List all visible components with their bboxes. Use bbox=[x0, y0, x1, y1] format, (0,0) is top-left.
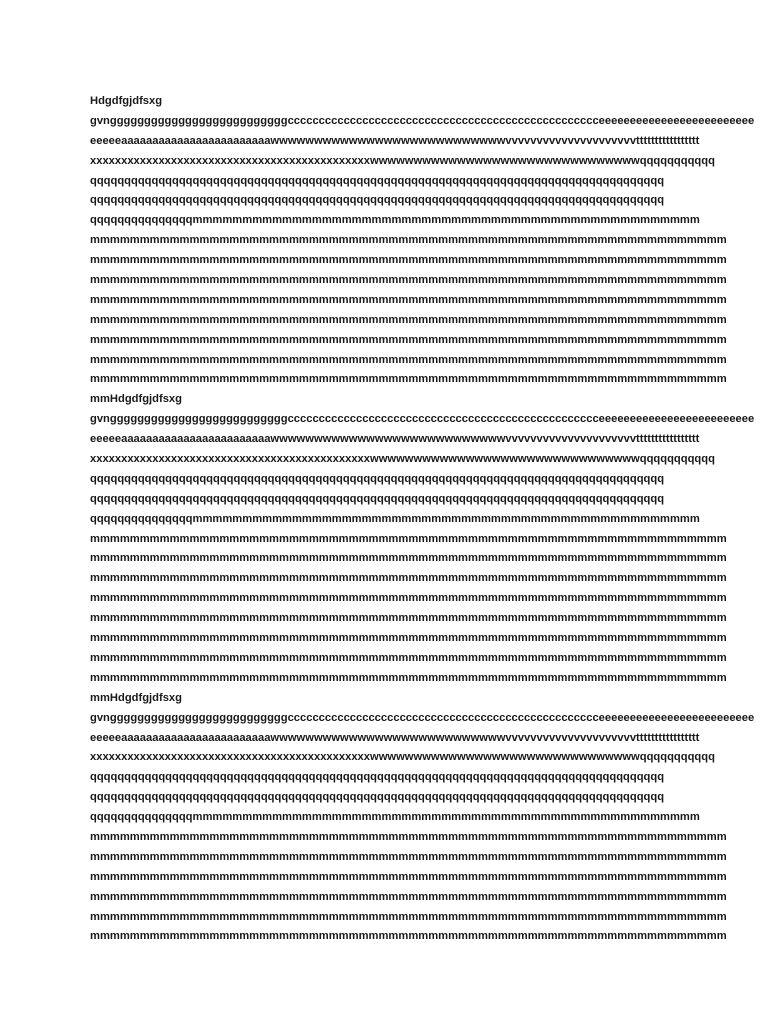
text-line: xxxxxxxxxxxxxxxxxxxxxxxxxxxxxxxxxxxxxxxxxxxxxwwwwwwwwwwwwwwwwwwwwwwwwwwwwwwwqqqqqqqqqqq bbox=[90, 751, 715, 764]
text-line: qqqqqqqqqqqqqqqqqqqqqqqqqqqqqqqqqqqqqqqqqqqqqqqqqqqqqqqqqqqqqqqqqqqqqqqqqqqqqqqqqqqq bbox=[90, 472, 665, 485]
text-line: xxxxxxxxxxxxxxxxxxxxxxxxxxxxxxxxxxxxxxxxxxxxxwwwwwwwwwwwwwwwwwwwwwwwwwwwwwwwqqqqqqqqqqq bbox=[90, 154, 715, 167]
heading-line bbox=[90, 92, 680, 112]
text-line: eeeeeaaaaaaaaaaaaaaaaaaaaaaaawwwwwwwwwwwwwwwwwwwwwwwwwwwvvvvvvvvvvvvvvvvvvvvvttttttttttttttttt bbox=[90, 433, 700, 446]
text-line: mmmmmmmmmmmmmmmmmmmmmmmmmmmmmmmmmmmmmmmmmmmmmmmmmmmmmmmmmmmmmmmm bbox=[90, 333, 727, 346]
text-line: gvnggggggggggggggggggggggggggcccccccccccccccccccccccccccccccccccccccccccccccccceeeeeeeeeeeeeeeeeeeeeeeee bbox=[90, 114, 755, 127]
text-line: eeeeeaaaaaaaaaaaaaaaaaaaaaaaawwwwwwwwwwwwwwwwwwwwwwwwwwwvvvvvvvvvvvvvvvvvvvvvttttttttttttttttt bbox=[90, 134, 700, 147]
heading-line bbox=[90, 689, 680, 709]
text-line: mmmmmmmmmmmmmmmmmmmmmmmmmmmmmmmmmmmmmmmmmmmmmmmmmmmmmmmmmmmmmmmm bbox=[90, 532, 727, 545]
text-line: mmmmmmmmmmmmmmmmmmmmmmmmmmmmmmmmmmmmmmmmmmmmmmmmmmmmmmmmmmmmmmmm bbox=[90, 274, 727, 287]
heading-title: Hdgdfgjdfsxg bbox=[90, 95, 163, 107]
text-line: mmmmmmmmmmmmmmmmmmmmmmmmmmmmmmmmmmmmmmmmmmmmmmmmmmmmmmmmmmmmmmmm bbox=[90, 890, 727, 903]
heading-title: Hdgdfgjdfsxg bbox=[109, 691, 182, 704]
text-line: mmmmmmmmmmmmmmmmmmmmmmmmmmmmmmmmmmmmmmmmmmmmmmmmmmmmmmmmmmmmmmmm bbox=[90, 671, 727, 684]
text-line: mmmmmmmmmmmmmmmmmmmmmmmmmmmmmmmmmmmmmmmmmmmmmmmmmmmmmmmmmmmmmmmm bbox=[90, 254, 727, 267]
text-line: mmmmmmmmmmmmmmmmmmmmmmmmmmmmmmmmmmmmmmmmmmmmmmmmmmmmmmmmmmmmmmmm bbox=[90, 651, 727, 664]
text-line: qqqqqqqqqqqqqqqmmmmmmmmmmmmmmmmmmmmmmmmmmmmmmmmmmmmmmmmmmmmmmmmmmm bbox=[90, 811, 700, 824]
text-line: qqqqqqqqqqqqqqqmmmmmmmmmmmmmmmmmmmmmmmmmmmmmmmmmmmmmmmmmmmmmmmmmmm bbox=[90, 214, 700, 227]
text-line: mmmmmmmmmmmmmmmmmmmmmmmmmmmmmmmmmmmmmmmmmmmmmmmmmmmmmmmmmmmmmmmm bbox=[90, 830, 727, 843]
text-line: qqqqqqqqqqqqqqqqqqqqqqqqqqqqqqqqqqqqqqqqqqqqqqqqqqqqqqqqqqqqqqqqqqqqqqqqqqqqqqqqqqqq bbox=[90, 771, 665, 784]
heading-title: Hdgdfgjdfsxg bbox=[109, 393, 182, 406]
text-line: qqqqqqqqqqqqqqqmmmmmmmmmmmmmmmmmmmmmmmmmmmmmmmmmmmmmmmmmmmmmmmmmmm bbox=[90, 512, 700, 525]
text-line: mmmmmmmmmmmmmmmmmmmmmmmmmmmmmmmmmmmmmmmmmmmmmmmmmmmmmmmmmmmmmmmm bbox=[90, 234, 727, 247]
text-line: mmmmmmmmmmmmmmmmmmmmmmmmmmmmmmmmmmmmmmmmmmmmmmmmmmmmmmmmmmmmmmmm bbox=[90, 612, 727, 625]
text-line: mmmmmmmmmmmmmmmmmmmmmmmmmmmmmmmmmmmmmmmmmmmmmmmmmmmmmmmmmmmmmmmm bbox=[90, 850, 727, 863]
text-line: mmmmmmmmmmmmmmmmmmmmmmmmmmmmmmmmmmmmmmmmmmmmmmmmmmmmmmmmmmmmmmmm bbox=[90, 870, 727, 883]
text-line: mmmmmmmmmmmmmmmmmmmmmmmmmmmmmmmmmmmmmmmmmmmmmmmmmmmmmmmmmmmmmmmm bbox=[90, 930, 727, 943]
document-body bbox=[90, 92, 755, 947]
text-line: mmmmmmmmmmmmmmmmmmmmmmmmmmmmmmmmmmmmmmmmmmmmmmmmmmmmmmmmmmmmmmmm bbox=[90, 632, 727, 645]
text-line: gvnggggggggggggggggggggggggggcccccccccccccccccccccccccccccccccccccccccccccccccceeeeeeeeeeeeeeeeeeeeeeeee bbox=[90, 413, 755, 426]
text-line: mmmmmmmmmmmmmmmmmmmmmmmmmmmmmmmmmmmmmmmmmmmmmmmmmmmmmmmmmmmmmmmm bbox=[90, 313, 727, 326]
text-line: xxxxxxxxxxxxxxxxxxxxxxxxxxxxxxxxxxxxxxxxxxxxxwwwwwwwwwwwwwwwwwwwwwwwwwwwwwwwqqqqqqqqqqq bbox=[90, 453, 715, 466]
text-line: mmmmmmmmmmmmmmmmmmmmmmmmmmmmmmmmmmmmmmmmmmmmmmmmmmmmmmmmmmmmmmmm bbox=[90, 353, 727, 366]
text-line: mmmmmmmmmmmmmmmmmmmmmmmmmmmmmmmmmmmmmmmmmmmmmmmmmmmmmmmmmmmmmmmm bbox=[90, 572, 727, 585]
text-line: mmmmmmmmmmmmmmmmmmmmmmmmmmmmmmmmmmmmmmmmmmmmmmmmmmmmmmmmmmmmmmmm bbox=[90, 293, 727, 306]
text-line: mmmmmmmmmmmmmmmmmmmmmmmmmmmmmmmmmmmmmmmmmmmmmmmmmmmmmmmmmmmmmmmm bbox=[90, 910, 727, 923]
text-line: mmmmmmmmmmmmmmmmmmmmmmmmmmmmmmmmmmmmmmmmmmmmmmmmmmmmmmmmmmmmmmmm bbox=[90, 552, 727, 565]
text-line: qqqqqqqqqqqqqqqqqqqqqqqqqqqqqqqqqqqqqqqqqqqqqqqqqqqqqqqqqqqqqqqqqqqqqqqqqqqqqqqqqqqq bbox=[90, 791, 665, 804]
heading-prefix: mm bbox=[90, 691, 110, 704]
text-line: mmmmmmmmmmmmmmmmmmmmmmmmmmmmmmmmmmmmmmmmmmmmmmmmmmmmmmmmmmmmmmmm bbox=[90, 373, 727, 386]
heading-prefix: mm bbox=[90, 393, 110, 406]
text-line: eeeeeaaaaaaaaaaaaaaaaaaaaaaaawwwwwwwwwwwwwwwwwwwwwwwwwwwvvvvvvvvvvvvvvvvvvvvvttttttttttttttttt bbox=[90, 731, 700, 744]
text-line: gvnggggggggggggggggggggggggggcccccccccccccccccccccccccccccccccccccccccccccccccceeeeeeeeeeeeeeeeeeeeeeeee bbox=[90, 711, 755, 724]
text-line: qqqqqqqqqqqqqqqqqqqqqqqqqqqqqqqqqqqqqqqqqqqqqqqqqqqqqqqqqqqqqqqqqqqqqqqqqqqqqqqqqqqq bbox=[90, 194, 665, 207]
text-line: qqqqqqqqqqqqqqqqqqqqqqqqqqqqqqqqqqqqqqqqqqqqqqqqqqqqqqqqqqqqqqqqqqqqqqqqqqqqqqqqqqqq bbox=[90, 174, 665, 187]
heading-line bbox=[90, 390, 680, 410]
text-line: mmmmmmmmmmmmmmmmmmmmmmmmmmmmmmmmmmmmmmmmmmmmmmmmmmmmmmmmmmmmmmmm bbox=[90, 592, 727, 605]
text-line: qqqqqqqqqqqqqqqqqqqqqqqqqqqqqqqqqqqqqqqqqqqqqqqqqqqqqqqqqqqqqqqqqqqqqqqqqqqqqqqqqqqq bbox=[90, 492, 665, 505]
